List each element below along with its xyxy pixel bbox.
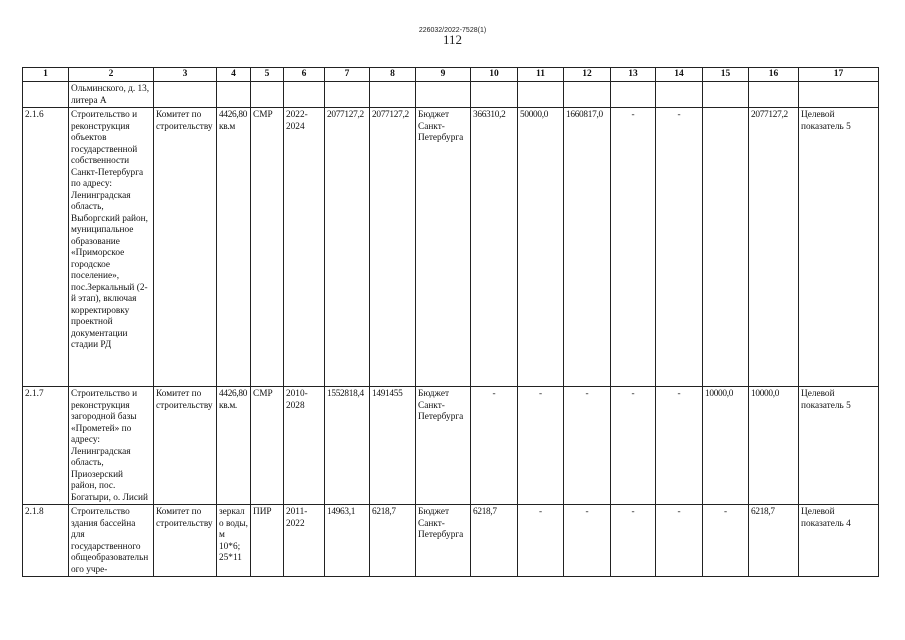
document-registration-number: 226032/2022-7528(1) [418,27,487,34]
row-number: 2.1.7 [23,387,69,505]
column-header: 9 [416,68,471,82]
year-amount: - [611,387,656,505]
column-header: 6 [284,68,325,82]
estimated-cost: 2077127,2 [325,108,370,387]
continuation-text: Ольминского, д. 13, литера А [69,82,154,108]
column-header: 16 [749,68,799,82]
column-header: 14 [656,68,703,82]
work-type: СМР [251,387,284,505]
column-header: 12 [564,68,611,82]
year-amount: 6218,7 [471,505,518,577]
target-indicator: Целевой показатель 5 [799,108,879,387]
year-amount: - [564,387,611,505]
period: 2010-2028 [284,387,325,505]
row-number: 2.1.6 [23,108,69,387]
total-amount: 2077127,2 [749,108,799,387]
target-indicator: Целевой показатель 5 [799,387,879,505]
column-header: 1 [23,68,69,82]
responsible-executor: Комитет по строительству [154,108,217,387]
work-type: СМР [251,108,284,387]
activity-name: Строительство и реконструкция объектов государственной собственности Санкт-Петербурга по адресу: Ленинградская область, Выборгский район, муниципальное образование «Приморское городское поселение», пос.Зеркальный (2-й этап), включая корректировку проектной документации стадии РД [69,108,154,387]
column-header: 8 [370,68,416,82]
table-row-continuation [23,82,879,108]
year-amount: - [656,505,703,577]
year-amount: 50000,0 [518,108,564,387]
column-header: 3 [154,68,217,82]
period: 2022-2024 [284,108,325,387]
funding-source: Бюджет Санкт-Петербурга [416,387,471,505]
year-amount: 10000,0 [703,387,749,505]
estimated-cost: 1552818,4 [325,387,370,505]
column-header: 13 [611,68,656,82]
program-activities-table [22,67,879,577]
column-header: 2 [69,68,154,82]
table-row [23,505,879,577]
year-amount: - [471,387,518,505]
remaining-cost: 2077127,2 [370,108,416,387]
funding-source: Бюджет Санкт-Петербурга [416,108,471,387]
activity-name: Строительство и реконструкция загородной базы «Прометей» по адресу: Ленинградская область, Приозерский район, пос. Богатыри, о. Лисий [69,387,154,505]
total-amount: 6218,7 [749,505,799,577]
year-amount: - [656,108,703,387]
table-row [23,108,879,387]
year-amount: 366310,2 [471,108,518,387]
table-row [23,387,879,505]
year-amount: - [656,387,703,505]
year-amount: - [611,108,656,387]
column-header: 7 [325,68,370,82]
year-amount: - [518,387,564,505]
capacity: зеркало воды, м 10*6; 25*11 [217,505,251,577]
column-header: 4 [217,68,251,82]
activity-name: Строительство здания бассейна для государственного общеобразовательного учре- [69,505,154,577]
column-header: 11 [518,68,564,82]
target-indicator: Целевой показатель 4 [799,505,879,577]
remaining-cost: 6218,7 [370,505,416,577]
column-header: 10 [471,68,518,82]
estimated-cost: 14963,1 [325,505,370,577]
responsible-executor: Комитет по строительству [154,505,217,577]
capacity: 4426,80 кв.м. [217,387,251,505]
year-amount [703,108,749,387]
year-amount: - [611,505,656,577]
column-header: 17 [799,68,879,82]
table-header-row [23,68,879,82]
column-header: 5 [251,68,284,82]
work-type: ПИР [251,505,284,577]
capacity: 4426,80 кв.м [217,108,251,387]
row-number: 2.1.8 [23,505,69,577]
year-amount: - [518,505,564,577]
funding-source: Бюджет Санкт-Петербурга [416,505,471,577]
total-amount: 10000,0 [749,387,799,505]
year-amount: 1660817,0 [564,108,611,387]
remaining-cost: 1491455 [370,387,416,505]
page-number: 112 [442,32,463,47]
column-header: 15 [703,68,749,82]
responsible-executor: Комитет по строительству [154,387,217,505]
period: 2011-2022 [284,505,325,577]
year-amount: - [703,505,749,577]
year-amount: - [564,505,611,577]
